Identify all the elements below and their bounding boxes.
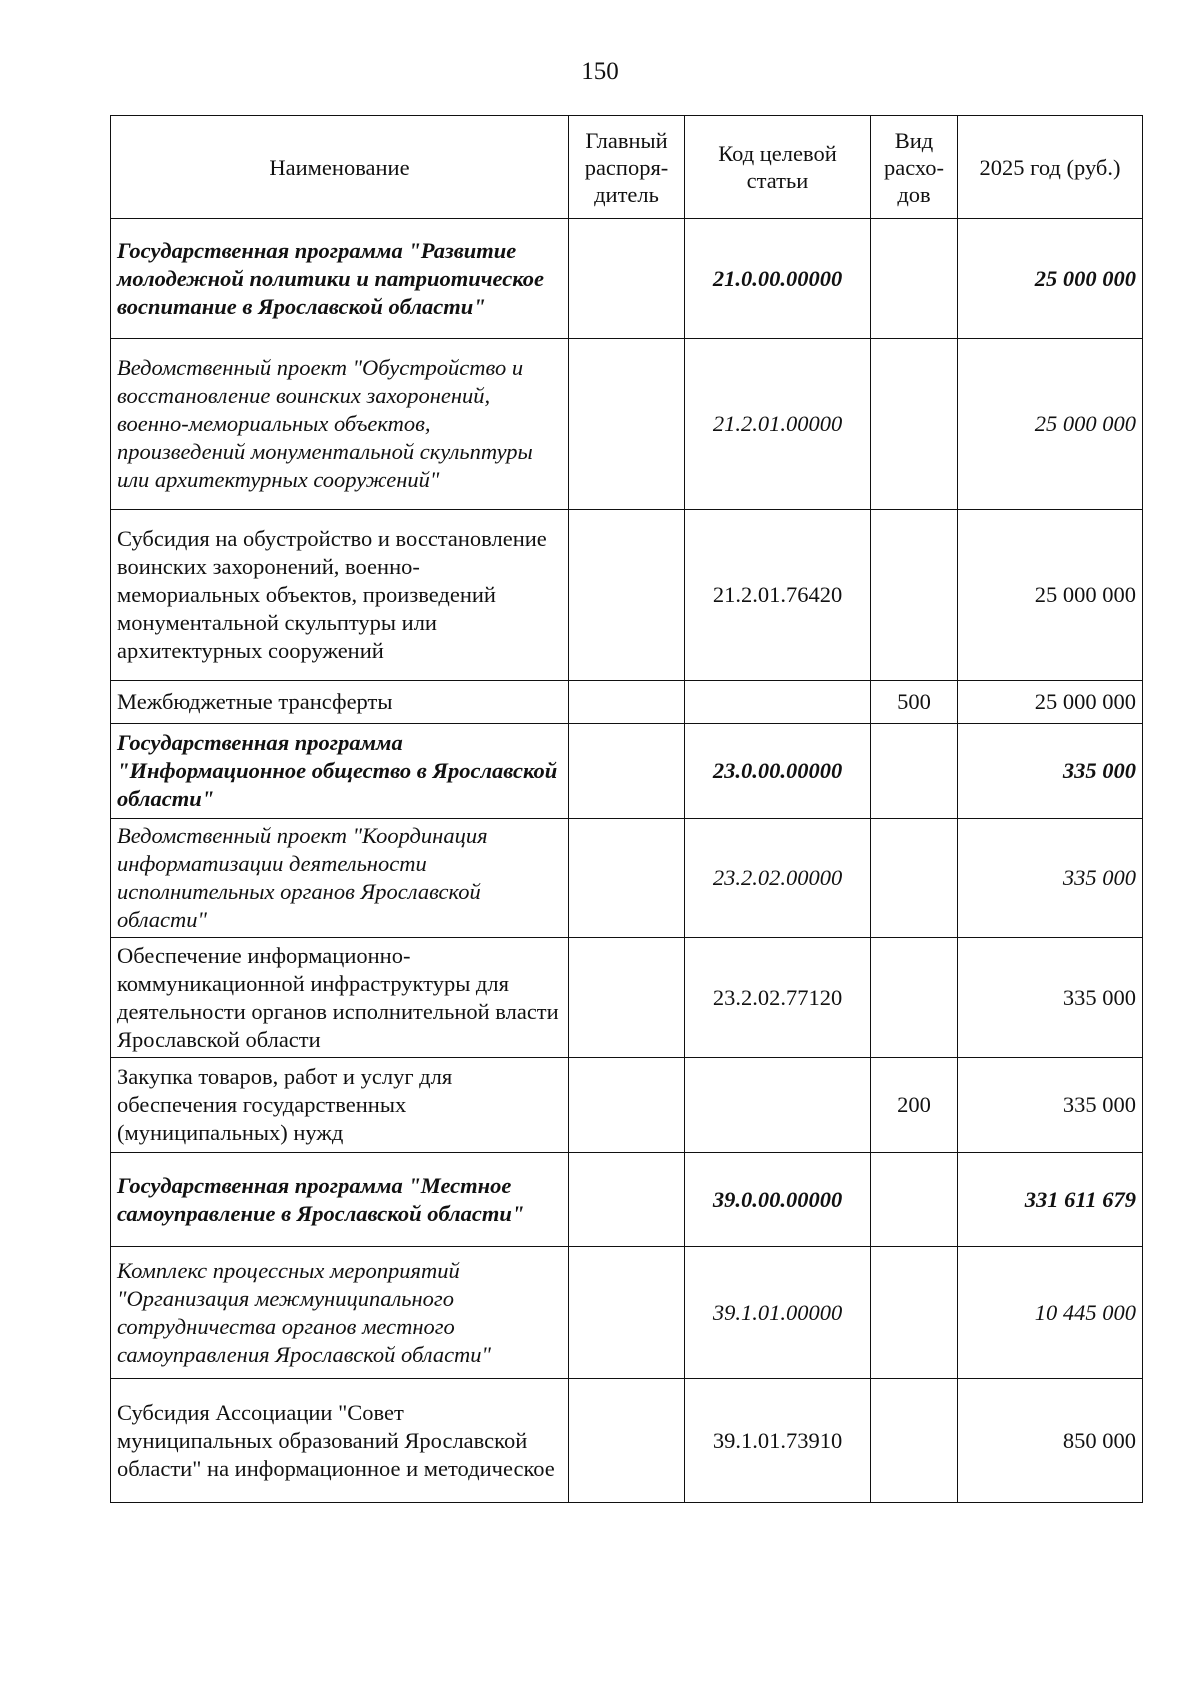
row-main-manager <box>569 681 685 724</box>
row-kind <box>871 510 958 681</box>
row-code: 39.1.01.73910 <box>685 1379 871 1503</box>
row-code: 39.1.01.00000 <box>685 1247 871 1379</box>
table-row <box>111 681 1143 724</box>
row-amount: 25 000 000 <box>958 219 1143 339</box>
table-row <box>111 339 1143 510</box>
row-code <box>685 1058 871 1153</box>
header-expense-type: Вид расхо-дов <box>871 116 958 219</box>
row-kind <box>871 1379 958 1503</box>
row-kind <box>871 724 958 819</box>
row-name: Государственная программа "Развитие молодежной политики и патриотическое воспитание в Ярославской области" <box>111 219 569 339</box>
row-name: Закупка товаров, работ и услуг для обеспечения государственных (муниципальных) нужд <box>111 1058 569 1153</box>
table-row <box>111 1058 1143 1153</box>
row-code: 23.0.00.00000 <box>685 724 871 819</box>
header-year-2025: 2025 год (руб.) <box>958 116 1143 219</box>
row-code: 23.2.02.00000 <box>685 819 871 938</box>
row-code: 21.0.00.00000 <box>685 219 871 339</box>
row-code: 21.2.01.76420 <box>685 510 871 681</box>
table-body <box>111 219 1143 1503</box>
row-main-manager <box>569 1153 685 1247</box>
row-main-manager <box>569 724 685 819</box>
row-code: 23.2.02.77120 <box>685 938 871 1058</box>
row-kind: 200 <box>871 1058 958 1153</box>
table-row <box>111 1153 1143 1247</box>
row-amount: 25 000 000 <box>958 681 1143 724</box>
row-kind <box>871 1153 958 1247</box>
row-name: Субсидия на обустройство и восстановление воинских захоронений, военно-мемориальных объектов, произведений монументальной скульптуры или архитектурных сооружений <box>111 510 569 681</box>
row-main-manager <box>569 819 685 938</box>
row-amount: 335 000 <box>958 724 1143 819</box>
row-amount: 335 000 <box>958 1058 1143 1153</box>
row-code <box>685 681 871 724</box>
row-name: Ведомственный проект "Координация информатизации деятельности исполнительных органов Ярославской области" <box>111 819 569 938</box>
row-main-manager <box>569 1058 685 1153</box>
header-main-manager: Главный распоря-дитель <box>569 116 685 219</box>
row-kind <box>871 1247 958 1379</box>
table-row <box>111 819 1143 938</box>
row-code: 39.0.00.00000 <box>685 1153 871 1247</box>
row-kind <box>871 219 958 339</box>
row-name: Межбюджетные трансферты <box>111 681 569 724</box>
row-amount: 25 000 000 <box>958 339 1143 510</box>
row-name: Субсидия Ассоциации "Совет муниципальных образований Ярославской области" на информационное и методическое <box>111 1379 569 1503</box>
row-kind <box>871 938 958 1058</box>
row-main-manager <box>569 339 685 510</box>
table-row <box>111 219 1143 339</box>
row-main-manager <box>569 1247 685 1379</box>
row-amount: 331 611 679 <box>958 1153 1143 1247</box>
row-code: 21.2.01.00000 <box>685 339 871 510</box>
table-header-row <box>111 116 1143 219</box>
table-row <box>111 510 1143 681</box>
row-name: Обеспечение информационно-коммуникационной инфраструктуры для деятельности органов исполнительной власти Ярославской области <box>111 938 569 1058</box>
table-row <box>111 938 1143 1058</box>
row-amount: 25 000 000 <box>958 510 1143 681</box>
header-name: Наименование <box>111 116 569 219</box>
row-kind: 500 <box>871 681 958 724</box>
row-name: Государственная программа "Местное самоуправление в Ярославской области" <box>111 1153 569 1247</box>
row-amount: 850 000 <box>958 1379 1143 1503</box>
row-amount: 10 445 000 <box>958 1247 1143 1379</box>
row-amount: 335 000 <box>958 819 1143 938</box>
table-row <box>111 724 1143 819</box>
row-main-manager <box>569 938 685 1058</box>
table-row <box>111 1247 1143 1379</box>
row-main-manager <box>569 510 685 681</box>
row-name: Ведомственный проект "Обустройство и восстановление воинских захоронений, военно-мемориальных объектов, произведений монументальной скульптуры или архитектурных сооружений" <box>111 339 569 510</box>
budget-table <box>110 115 1143 1503</box>
row-name: Государственная программа "Информационное общество в Ярославской области" <box>111 724 569 819</box>
row-kind <box>871 339 958 510</box>
page-number: 150 <box>581 58 619 85</box>
row-main-manager <box>569 219 685 339</box>
header-target-code: Код целевой статьи <box>685 116 871 219</box>
row-amount: 335 000 <box>958 938 1143 1058</box>
table-row <box>111 1379 1143 1503</box>
row-main-manager <box>569 1379 685 1503</box>
row-kind <box>871 819 958 938</box>
row-name: Комплекс процессных мероприятий "Организация межмуниципального сотрудничества органов местного самоуправления Ярославской области" <box>111 1247 569 1379</box>
